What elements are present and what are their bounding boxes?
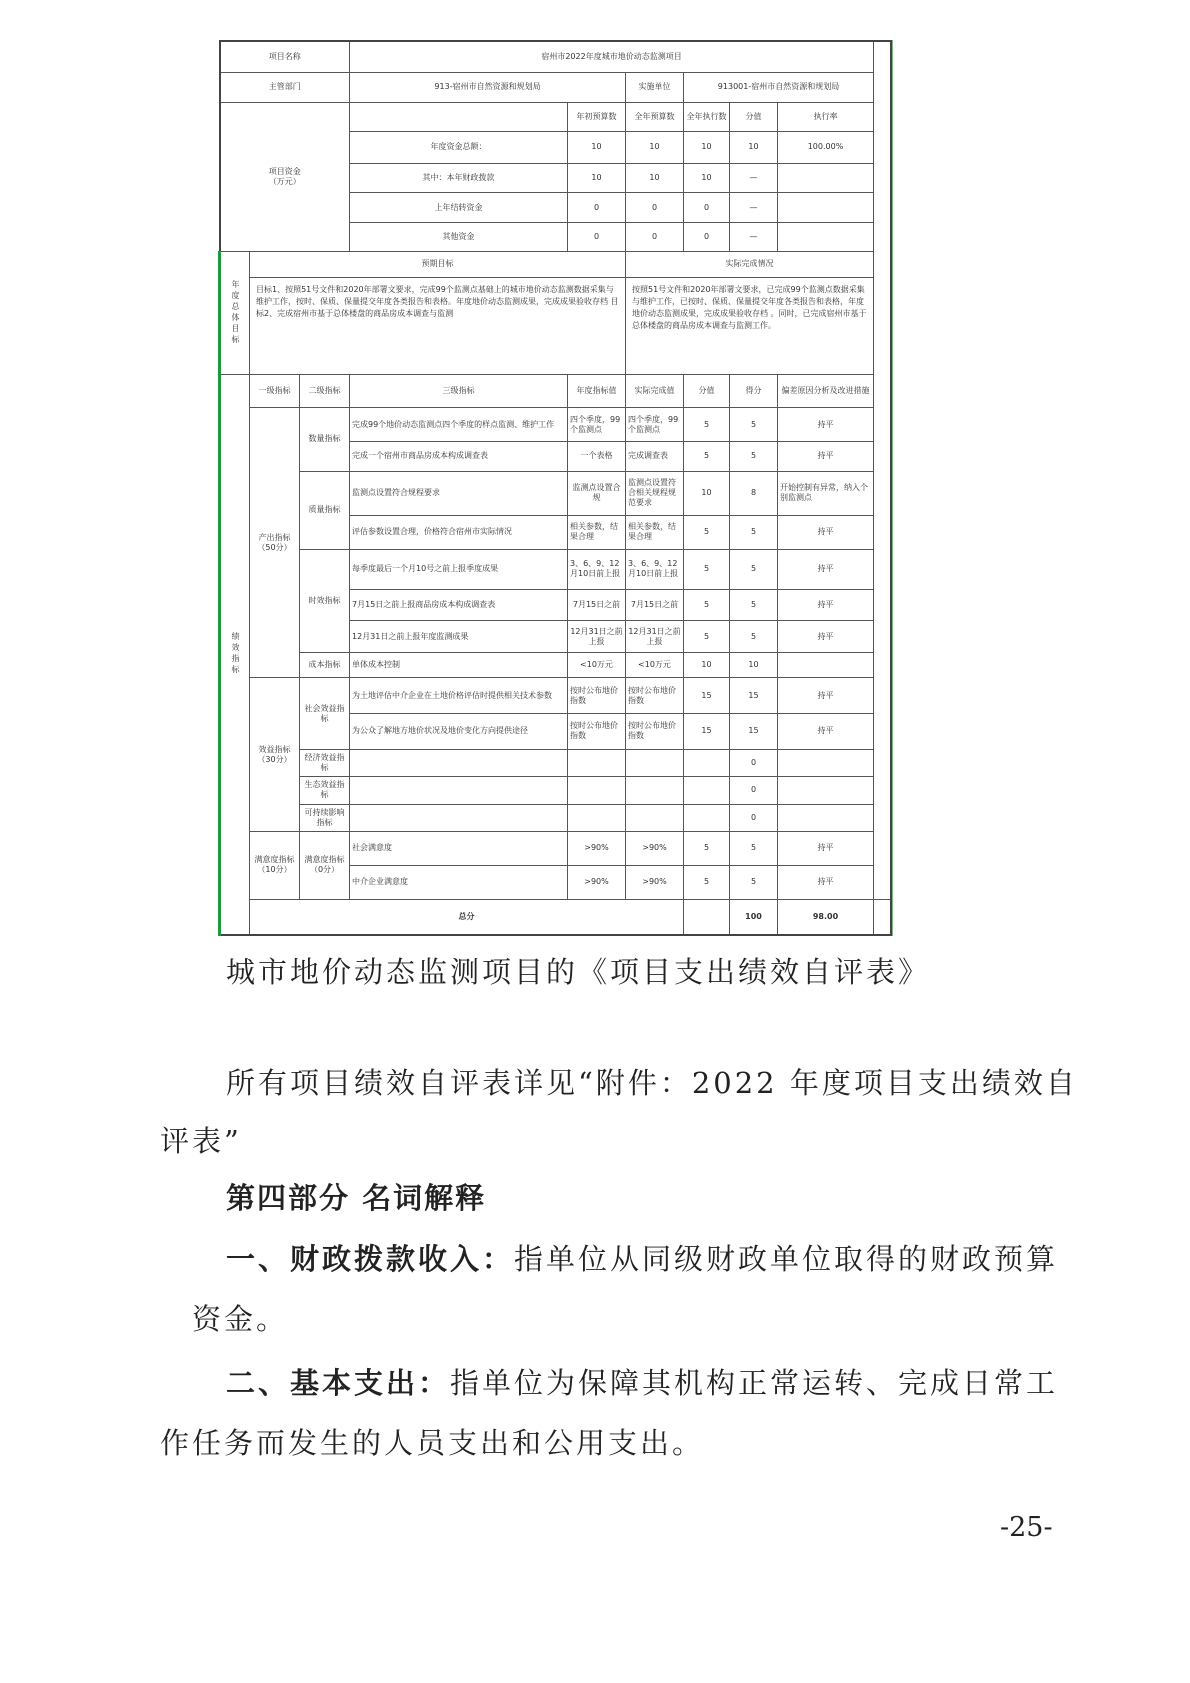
table-row [220,252,892,277]
goal-actual-header: 实际完成情况 [626,252,874,277]
cell [350,804,568,831]
cell: 四个季度，99个监测点 [568,408,626,442]
cell: >90% [568,865,626,899]
cell [684,777,730,804]
page-number: -25- [1000,1512,1053,1543]
cell [778,652,874,677]
cell: 5 [684,621,730,653]
cell: 按时公布地价指数 [626,714,684,750]
cell: 持平 [778,865,874,899]
table-row [220,899,892,935]
cell: 持平 [778,515,874,549]
cell [778,193,874,223]
cell [626,777,684,804]
cell: 10 [730,132,778,164]
total-score: 100 [730,899,778,935]
satisfaction-label: 满意度指标（10分） [250,832,300,899]
perf-header: 三级指标 [350,374,568,408]
cell: 5 [730,549,778,589]
cell: 10 [626,132,684,164]
cell: 10 [568,132,626,164]
cell: 开始控制有异常，纳入个别监测点 [778,471,874,515]
table-row [220,804,892,831]
section-heading: 第四部分 名词解释 [226,1181,487,1215]
funds-row-label: 其中：本年财政拨款 [350,163,568,193]
cell: 8 [730,471,778,515]
perf-header: 分值 [684,374,730,408]
paragraph-line: 作任务而发生的人员支出和公用支出。 [160,1426,705,1460]
cell: 5 [684,865,730,899]
cell: 监测点设置合规 [568,471,626,515]
funds-header: 全年预算数 [626,102,684,132]
cell: 5 [730,589,778,621]
output-indicators-label: 产出指标 （50分） [250,408,300,678]
table-row [220,549,892,589]
impl-label: 实施单位 [626,73,684,103]
paragraph-line: 所有项目绩效自评表详见“附件：2022 年度项目支出绩效自 [226,1066,1078,1100]
table-row [220,41,892,73]
total-label: 总分 [250,899,684,935]
cell: 0 [730,777,778,804]
cell: 每季度最后一个月10号之前上报季度成果 [350,549,568,589]
cell: 10 [684,652,730,677]
project-name-label: 项目名称 [220,41,350,73]
cell: 7月15日之前上报商品房成本构成调查表 [350,589,568,621]
perf-header: 得分 [730,374,778,408]
funds-label: 项目资金 （万元） [220,102,350,252]
definition-2 [226,1354,1058,1412]
perf-header: 一级指标 [250,374,300,408]
sustainable-impact-label: 可持续影响指标 [300,804,350,831]
cell: 0 [626,193,684,223]
term-label: 一、财政拨款收入： [226,1242,515,1276]
cell: 5 [730,621,778,653]
cell: 5 [684,549,730,589]
cell [778,804,874,831]
cell: 持平 [778,714,874,750]
cell: 10 [684,132,730,164]
cell: 持平 [778,442,874,472]
cell [350,749,568,776]
cell: 5 [684,832,730,866]
table-row [220,374,892,408]
cell: 5 [684,515,730,549]
cell: 10 [568,163,626,193]
cell: <10万元 [626,652,684,677]
cell: 持平 [778,678,874,714]
cell: 持平 [778,832,874,866]
quality-indicator-label: 质量指标 [300,471,350,549]
cell [568,749,626,776]
cell [684,804,730,831]
funds-header: 分值 [730,102,778,132]
cell: 持平 [778,621,874,653]
cell: 为土地评估中介企业在土地价格评估时提供相关技术参数 [350,678,568,714]
cell: 5 [730,865,778,899]
cell: 完成一个宿州市商品房成本构成调查表 [350,442,568,472]
cell: 5 [730,515,778,549]
term-text: 指单位从同级财政单位取得的财政预算 [514,1242,1059,1276]
cell: 5 [684,442,730,472]
cell: 监测点设置符合相关规程规范要求 [626,471,684,515]
satisfaction-sub-label: 满意度指标（0分） [300,832,350,899]
funds-row-label: 年度资金总额： [350,132,568,164]
table-caption: 城市地价动态监测项目的《项目支出绩效自评表》 [226,955,931,989]
economic-benefit-label: 经济效益指标 [300,749,350,776]
cell: <10万元 [568,652,626,677]
cell: 3、6、9、12月10日前上报 [626,549,684,589]
cell: 相关参数，结果合理 [568,515,626,549]
cell: 12月31日之前上报 [626,621,684,653]
definition-1 [226,1230,1058,1288]
cell: 5 [730,408,778,442]
cell: — [730,163,778,193]
cell: — [730,193,778,223]
goal-expected-text: 目标1、按照51号文件和2020年部署文要求，完成99个监测点基础上的城市地价动态监测数据采集与维护工作，按时、保质、保量提交年度各类报告和表格。年度地价动态监测成果，完成成果验收存档 目标2、完成宿州市基于总体楼盘的商品房成本调查与监测 [250,277,626,374]
cell: — [730,222,778,252]
goal-actual-text: 按照51号文件和2020年部署文要求，已完成99个监测点数据采集与维护工作，已按时、保质、保量提交年度各类报告和表格，年度地价动态监测成果，完成成果验收存档 。同时，已完成宿州市基于总体楼盘的商品房成本调查与监测工作。 [626,277,874,374]
time-indicator-label: 时效指标 [300,549,350,652]
cell: 15 [730,678,778,714]
cell [778,749,874,776]
cell: 监测点设置符合规程要求 [350,471,568,515]
dept-value: 913-宿州市自然资源和规划局 [350,73,626,103]
social-benefit-label: 社会效益指标 [300,678,350,750]
performance-self-evaluation-table [218,40,892,936]
cell: 3、6、9、12月10日前上报 [568,549,626,589]
impl-value: 913001-宿州市自然资源和规划局 [684,73,874,103]
table-row [220,652,892,677]
cell [684,749,730,776]
funds-row-label: 其他资金 [350,222,568,252]
cell: 完成调查表 [626,442,684,472]
cell: 持平 [778,589,874,621]
cell: 社会满意度 [350,832,568,866]
cell: 0 [684,193,730,223]
term-text: 指单位为保障其机构正常运转、完成日常工 [450,1366,1059,1400]
cell: 7月15日之前 [626,589,684,621]
dept-label: 主管部门 [220,73,350,103]
total-got: 98.00 [778,899,874,935]
cell: 15 [684,714,730,750]
cell [350,777,568,804]
cell: 10 [684,471,730,515]
quantity-indicator-label: 数量指标 [300,408,350,471]
cell: 0 [684,222,730,252]
ecological-benefit-label: 生态效益指标 [300,777,350,804]
perf-header: 偏差原因分析及改进措施 [778,374,874,408]
cell [778,222,874,252]
cell: 按时公布地价指数 [568,678,626,714]
cell: 0 [568,193,626,223]
term-label: 二、基本支出： [226,1366,451,1400]
table-row [220,102,892,132]
table-row [220,749,892,776]
goal-expected-header: 预期目标 [250,252,626,277]
cell: 5 [684,408,730,442]
benefit-indicators-label: 效益指标 （30分） [250,678,300,832]
cell: 0 [730,804,778,831]
cell: >90% [568,832,626,866]
funds-row-label: 上年结转资金 [350,193,568,223]
table-row [220,277,892,374]
cell: 四个季度，99个监测点 [626,408,684,442]
cell [626,749,684,776]
paragraph-line: 资金。 [192,1302,289,1336]
perf-header: 二级指标 [300,374,350,408]
cell: 10 [684,163,730,193]
cell: 单体成本控制 [350,652,568,677]
funds-header: 执行率 [813,111,838,121]
cell: 15 [730,714,778,750]
cell: 0 [568,222,626,252]
perf-header: 实际完成值 [626,374,684,408]
cell: 评估参数设置合理，价格符合宿州市实际情况 [350,515,568,549]
cell: 5 [730,442,778,472]
cell [778,163,874,193]
cell [626,804,684,831]
paragraph-line: 评表” [160,1124,242,1158]
table-row [220,832,892,866]
performance-indicators-label: 绩效指标 [220,374,250,935]
cell: 5 [684,589,730,621]
cell [568,777,626,804]
cell: 按时公布地价指数 [626,678,684,714]
cell [568,804,626,831]
cell: 10 [730,652,778,677]
cell: 15 [684,678,730,714]
project-name: 宿州市2022年度城市地价动态监测项目 [350,41,874,73]
cell: 0 [730,749,778,776]
cell: 持平 [778,549,874,589]
cell: 7月15日之前 [568,589,626,621]
cell: 按时公布地价指数 [568,714,626,750]
cost-indicator-label: 成本指标 [300,652,350,677]
table-row [220,471,892,515]
cell: 一个表格 [568,442,626,472]
cell: >90% [626,832,684,866]
sheet-gridline [892,40,893,936]
table-row [220,408,892,442]
perf-header: 年度指标值 [568,374,626,408]
cell [778,777,874,804]
cell: 持平 [778,408,874,442]
table-row [220,777,892,804]
cell: 0 [626,222,684,252]
cell: >90% [626,865,684,899]
cell: 完成99个地价动态监测点四个季度的样点监测、维护工作 [350,408,568,442]
funds-header: 全年执行数 [684,102,730,132]
annual-goal-label: 年度总体目标 [220,252,250,374]
cell: 为公众了解地方地价状况及地价变化方向提供途径 [350,714,568,750]
table-row [220,73,892,103]
cell: 5 [730,832,778,866]
cell: 中介企业满意度 [350,865,568,899]
table-row [220,678,892,714]
cell: 10 [626,163,684,193]
funds-header: 年初预算数 [568,102,626,132]
cell: 100.00% [778,132,874,164]
cell: 12月31日之前上报 [568,621,626,653]
cell: 12月31日之前上报年度监测成果 [350,621,568,653]
cell: 相关参数，结果合理 [626,515,684,549]
